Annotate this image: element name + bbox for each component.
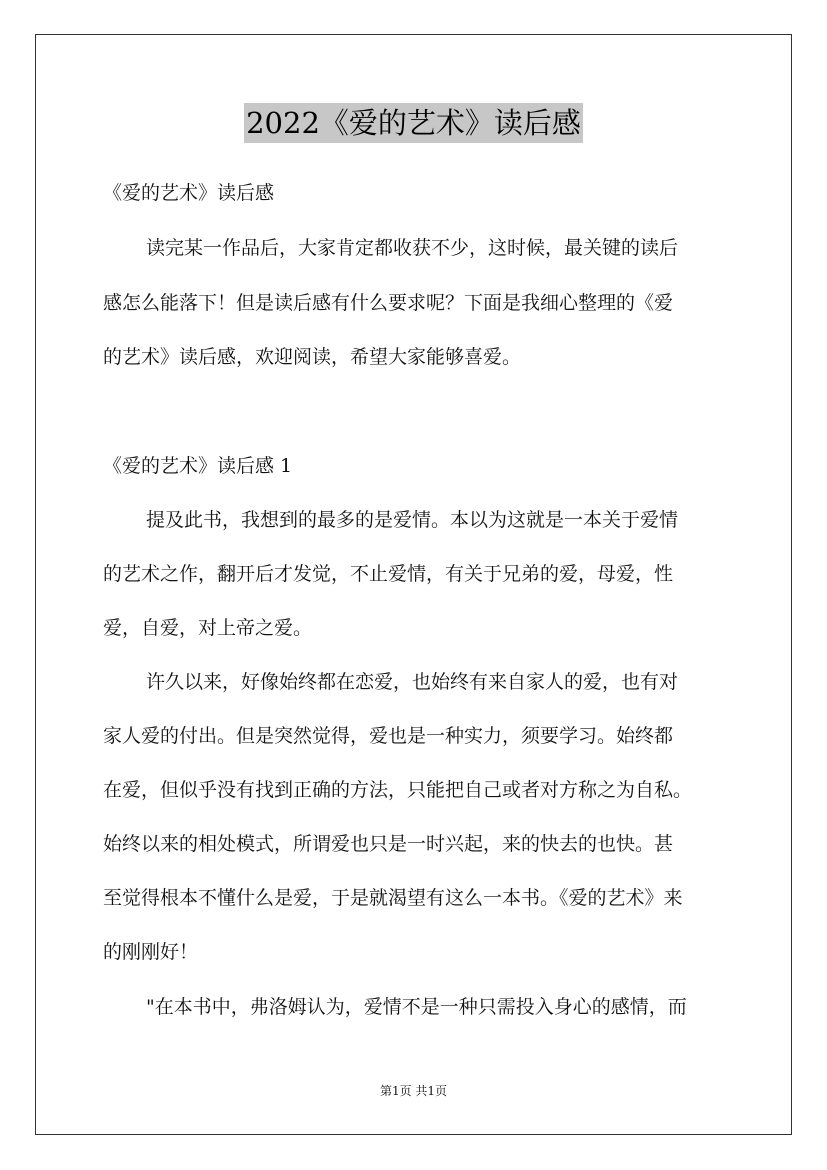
document-title: 2022《爱的艺术》读后感 xyxy=(244,103,583,143)
para2-line-5: 至觉得根本不懂什么是爱，于是就渴望有这么一本书。《爱的艺术》来 xyxy=(103,887,683,909)
para2-line-3: 在爱，但似乎没有找到正确的方法，只能把自己或者对方称之为自私。 xyxy=(103,779,693,801)
para1-line-1: 提及此书，我想到的最多的是爱情。本以为这就是一本关于爱情 xyxy=(146,509,679,531)
intro-line-2: 感怎么能落下！但是读后感有什么要求呢？下面是我细心整理的《爱 xyxy=(103,292,674,314)
para2-line-1: 许久以来，好像始终都在恋爱，也始终有来自家人的爱，也有对 xyxy=(146,671,679,693)
intro-line-1: 读完某一作品后，大家肯定都收获不少，这时候，最关键的读后 xyxy=(146,237,679,259)
para1-line-2: 的艺术之作，翻开后才发觉，不止爱情，有关于兄弟的爱，母爱，性 xyxy=(103,563,674,585)
para2-line-4: 始终以来的相处模式，所谓爱也只是一时兴起，来的快去的也快。甚 xyxy=(103,833,674,855)
para1-line-3: 爱，自爱，对上帝之爱。 xyxy=(103,617,313,639)
para3-line-1: "在本书中，弗洛姆认为，爱情不是一种只需投入身心的感情，而 xyxy=(146,996,687,1018)
subtitle: 《爱的艺术》读后感 xyxy=(103,182,275,204)
para2-line-6: 的刚刚好！ xyxy=(103,941,199,963)
section-heading: 《爱的艺术》读后感 1 xyxy=(103,455,293,477)
page-footer: 第1页 共1页 xyxy=(379,1084,448,1098)
title-container xyxy=(0,103,827,143)
intro-line-3: 的艺术》读后感，欢迎阅读，希望大家能够喜爱。 xyxy=(103,346,522,368)
para2-line-2: 家人爱的付出。但是突然觉得，爱也是一种实力，须要学习。始终都 xyxy=(103,725,674,747)
